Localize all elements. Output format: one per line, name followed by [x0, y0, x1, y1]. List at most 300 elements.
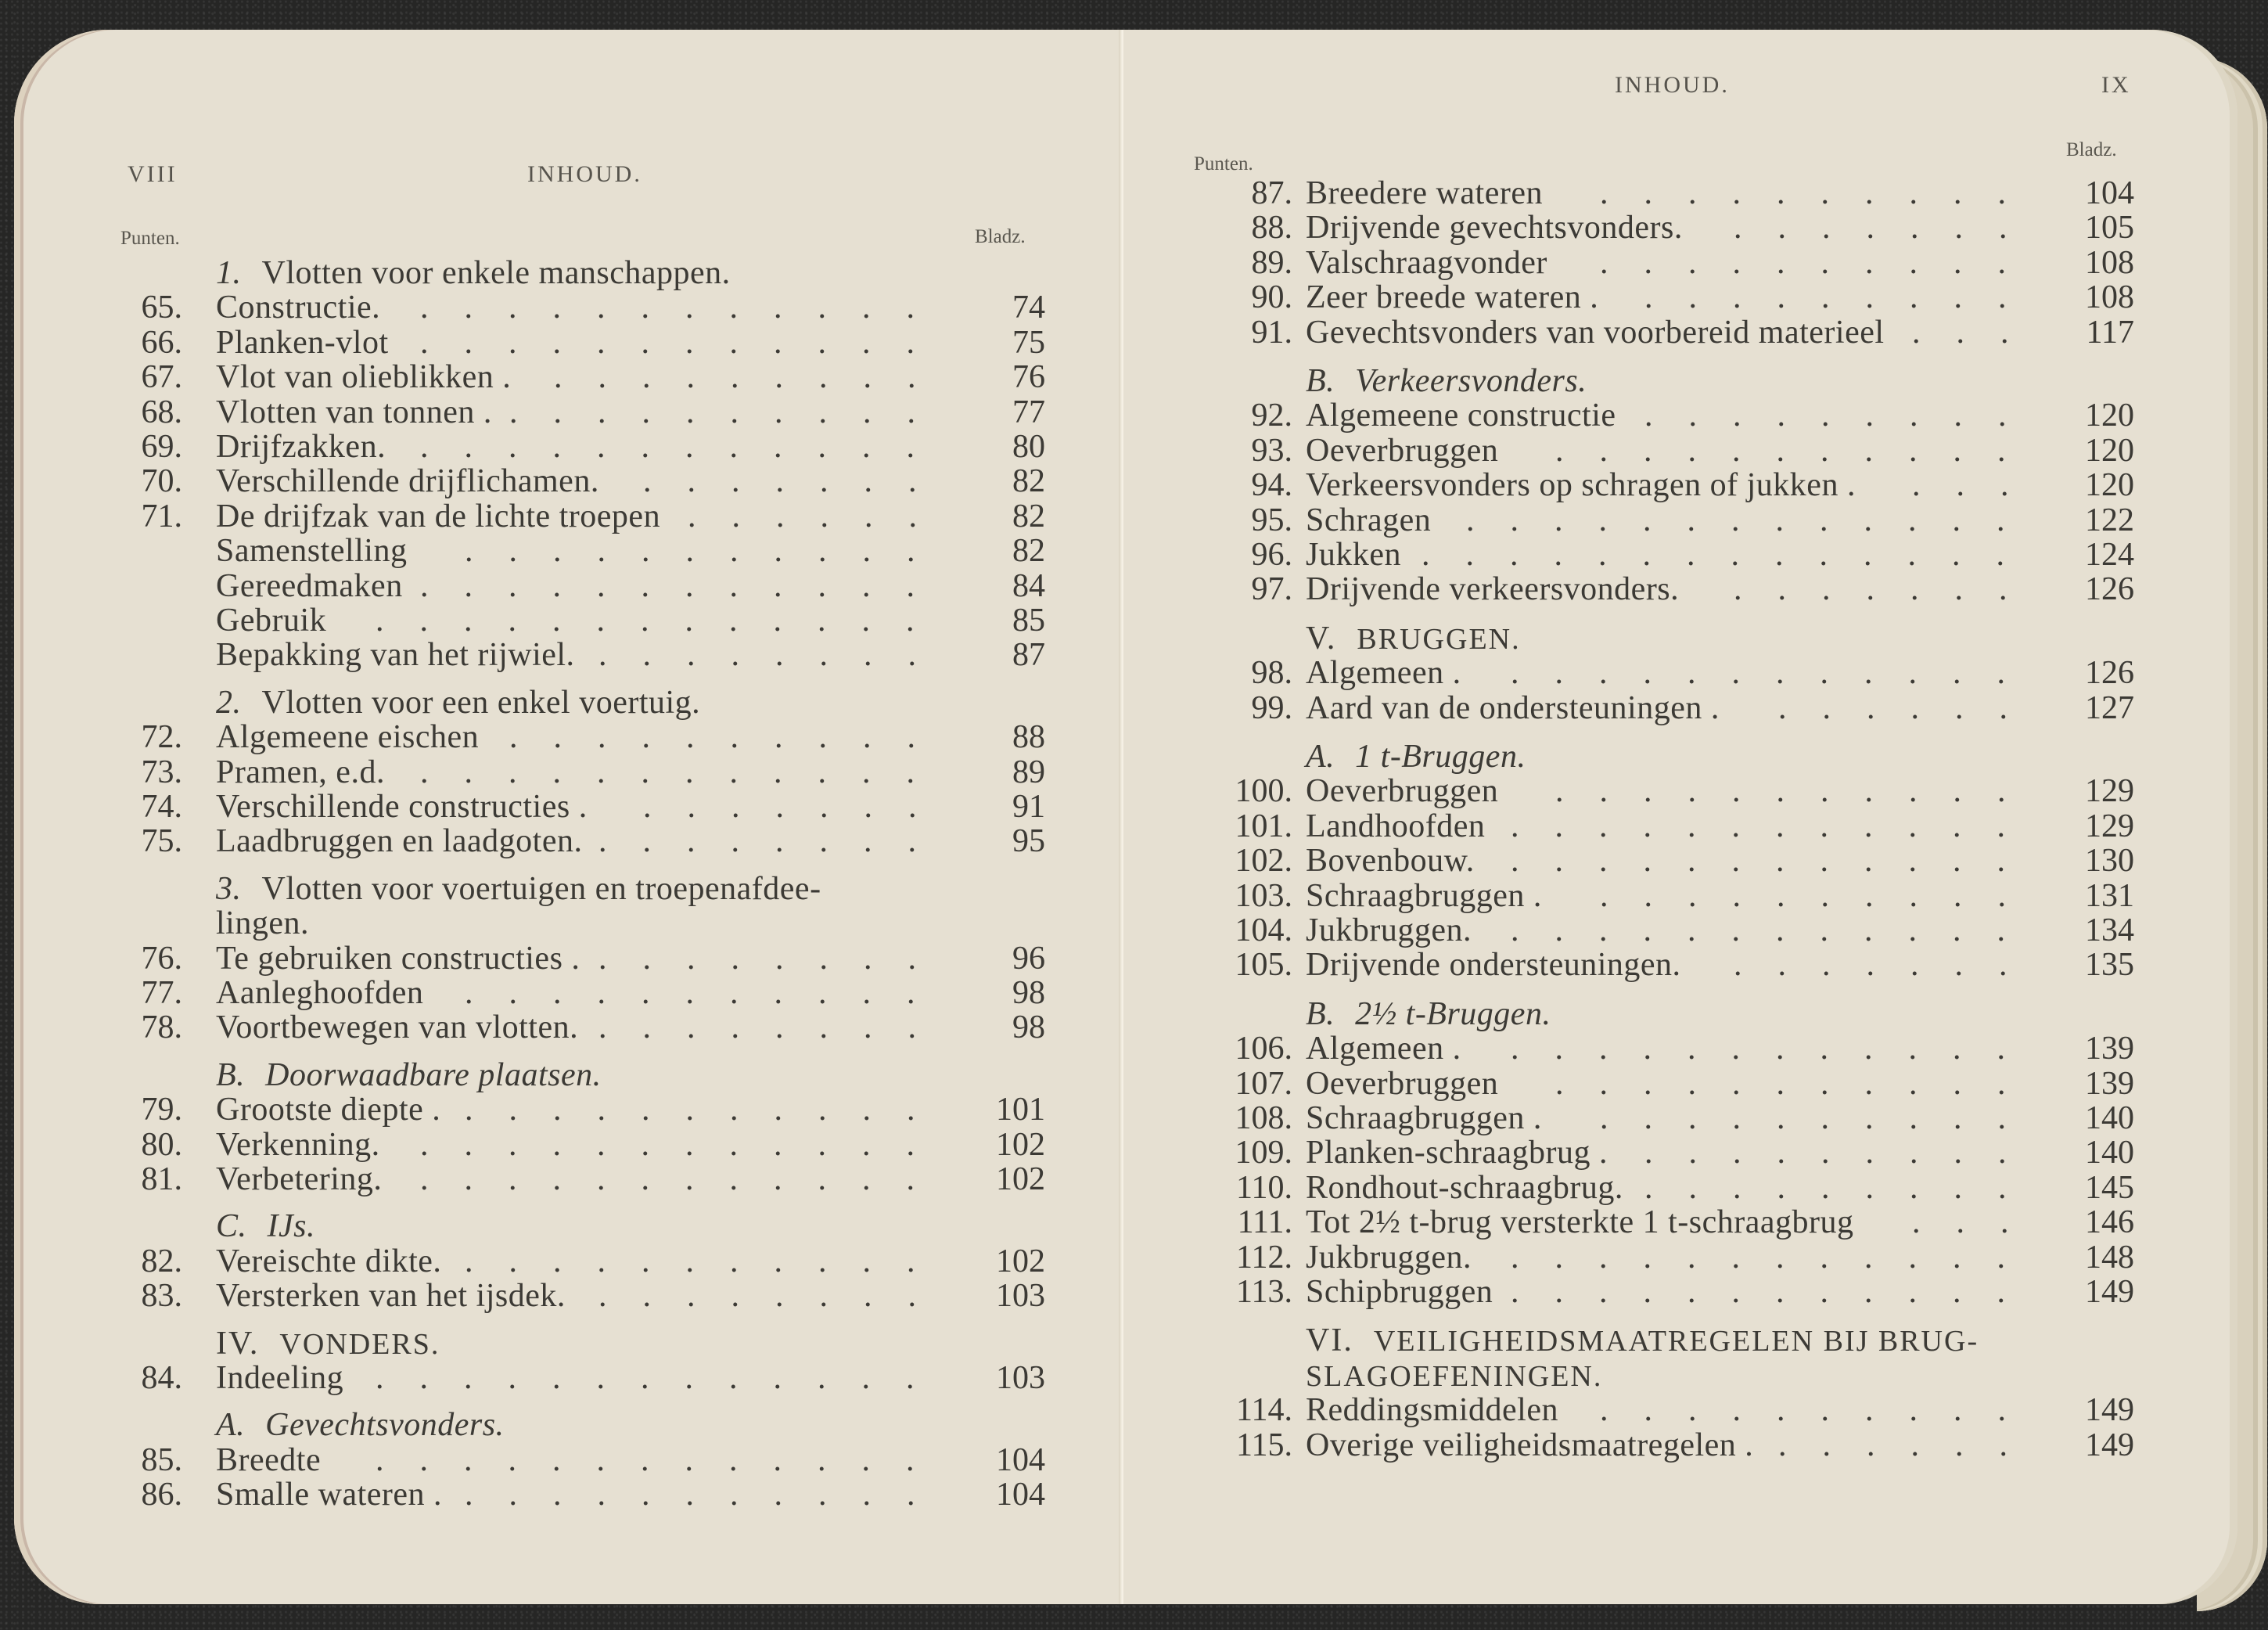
entry-number: 106. [1235, 1031, 1292, 1067]
entry-number: 66. [141, 324, 182, 361]
entry-title: Gebruik [216, 603, 327, 639]
entry-number: 82. [141, 1243, 182, 1279]
leader-dots: ........... [1555, 432, 2042, 469]
entry-page-number: 105 [2085, 210, 2134, 246]
entry-page-number: 140 [2085, 1100, 2134, 1136]
entry-title: Laadbruggen en laadgoten. [216, 823, 583, 860]
entry-number: 91. [1251, 314, 1292, 351]
entry-number: 110. [1236, 1169, 1292, 1206]
section-title: Vlotten voor enkele manschappen. [261, 255, 731, 291]
toc-entry [108, 719, 1045, 755]
toc-entry [1199, 571, 2134, 607]
running-head-left: INHOUD. [527, 161, 642, 187]
leader-dots: ... [1912, 1204, 2045, 1241]
leader-dots: ...... [1778, 689, 2043, 726]
running-head-right: INHOUD. [1615, 72, 1730, 98]
entry-title: Verkenning. [216, 1126, 380, 1163]
entry-number: 112. [1236, 1239, 1292, 1276]
entry-number: 86. [141, 1477, 182, 1513]
entry-number: 107. [1235, 1065, 1292, 1102]
entry-page-number: 91 [1012, 789, 1045, 825]
entry-page-number: 131 [2085, 877, 2134, 914]
toc-entry [108, 637, 1045, 673]
toc-entry [108, 359, 1045, 395]
entry-title: Planken-vlot [216, 324, 389, 361]
leader-dots: ........... [465, 1092, 951, 1128]
toc-entry [1199, 1274, 2134, 1310]
entry-number: 77. [141, 975, 182, 1011]
entry-page-number: 149 [2085, 1392, 2134, 1429]
entry-number: 108. [1235, 1100, 1292, 1136]
toc-entry [108, 325, 1045, 361]
entry-page-number: 89 [1012, 754, 1045, 790]
section-heading [216, 871, 821, 907]
entry-page-number: 130 [2085, 843, 2134, 880]
section-heading [1306, 1322, 1979, 1359]
leader-dots: ........... [1555, 773, 2042, 810]
entry-number: 99. [1251, 689, 1292, 726]
entry-title: Samenstelling [216, 533, 408, 570]
leader-dots: ......... [1644, 279, 2043, 316]
entry-page-number: 82 [1012, 498, 1045, 534]
leader-dots: ...... [688, 498, 953, 534]
entry-page-number: 102 [996, 1243, 1045, 1279]
entry-title: Gevechtsvonders van voorbereid materieel [1306, 314, 1885, 351]
toc-entry [1199, 537, 2134, 573]
entry-title: Schraagbruggen . [1306, 1100, 1542, 1136]
toc-entry [1199, 210, 2134, 246]
section-title: Verkeersvonders. [1355, 363, 1587, 399]
toc-entry [108, 533, 1045, 569]
column-header-bladz: Bladz. [975, 226, 1026, 247]
leader-dots: ....... [1734, 571, 2043, 608]
toc-entry [1199, 175, 2134, 211]
toc-entry [1199, 1392, 2134, 1428]
section-heading [1306, 1358, 1602, 1394]
toc-entry [1199, 1204, 2134, 1240]
entry-title: Constructie. [216, 290, 381, 326]
entry-title: Verschillende drijflichamen. [216, 463, 599, 500]
toc-entry [1199, 1066, 2134, 1102]
entry-title: Breedte [216, 1441, 322, 1478]
toc-entry [1199, 433, 2134, 469]
entry-title: Oeverbruggen [1306, 773, 1499, 810]
toc-entry [1199, 1031, 2134, 1067]
entry-number: 68. [141, 394, 182, 430]
entry-page-number: 140 [2085, 1135, 2134, 1171]
toc-entry [1199, 467, 2134, 503]
entry-number: 103. [1235, 877, 1292, 914]
entry-title: Breedere wateren [1306, 175, 1543, 211]
entry-number: 92. [1251, 398, 1292, 434]
entry-number: 81. [141, 1161, 182, 1197]
entry-title: Schragen [1306, 502, 1432, 538]
entry-number: 83. [141, 1278, 182, 1315]
entry-title: Vlot van olieblikken . [216, 359, 512, 396]
entry-title: Vlotten van tonnen . [216, 394, 492, 430]
section-heading [216, 255, 731, 291]
leader-dots: ......... [1644, 1169, 2043, 1206]
leader-dots: ....... [643, 789, 953, 825]
entry-page-number: 103 [996, 1360, 1045, 1396]
entry-page-number: 74 [1012, 290, 1045, 326]
leader-dots: ............ [1511, 808, 2041, 844]
entry-number: 71. [141, 498, 182, 534]
entry-page-number: 82 [1012, 533, 1045, 570]
leader-dots: ....... [643, 463, 953, 500]
entry-title: Oeverbruggen [1306, 432, 1499, 469]
entry-page-number: 102 [996, 1161, 1045, 1197]
leader-dots: ......... [1644, 398, 2043, 434]
leader-dots: ........... [1555, 1065, 2042, 1102]
entry-number: 111. [1237, 1204, 1292, 1241]
section-title: SLAGOEFENINGEN. [1306, 1359, 1603, 1393]
toc-entry [1199, 690, 2134, 726]
toc-entry [108, 789, 1045, 825]
leader-dots: ............. [1466, 502, 2041, 538]
toc-entry [108, 394, 1045, 430]
leader-dots: .......... [509, 394, 951, 430]
entry-number: 98. [1251, 655, 1292, 692]
toc-entry [1199, 773, 2134, 809]
entry-page-number: 117 [2086, 314, 2134, 351]
entry-page-number: 126 [2085, 571, 2134, 608]
leader-dots: ....... [1734, 210, 2043, 246]
entry-page-number: 104 [996, 1441, 1045, 1478]
entry-number: 74. [141, 789, 182, 825]
entry-title: Tot 2½ t-brug versterkte 1 t-schraagbrug [1306, 1204, 1854, 1241]
leader-dots: ............ [420, 429, 951, 465]
entry-title: Aard van de ondersteuningen . [1306, 689, 1720, 726]
toc-entry [108, 1442, 1045, 1478]
entry-title: Reddingsmiddelen [1306, 1392, 1558, 1429]
toc-entry [108, 823, 1045, 859]
toc-entry [108, 498, 1045, 534]
entry-page-number: 104 [996, 1477, 1045, 1513]
toc-entry [1199, 878, 2134, 914]
entry-number: 80. [141, 1126, 182, 1163]
entry-page-number: 84 [1012, 567, 1045, 604]
entry-title: Vereischte dikte. [216, 1243, 442, 1279]
entry-page-number: 104 [2085, 175, 2134, 211]
entry-page-number: 82 [1012, 463, 1045, 500]
leader-dots: ............. [376, 1441, 951, 1478]
entry-page-number: 96 [1012, 940, 1045, 977]
toc-entry [108, 1360, 1045, 1396]
toc-entry [108, 1243, 1045, 1279]
leader-dots: ............ [420, 1161, 951, 1197]
entry-number: 89. [1251, 244, 1292, 281]
section-label: 1. [216, 255, 242, 291]
entry-title: Bepakking van het rijwiel. [216, 637, 575, 674]
entry-page-number: 102 [996, 1126, 1045, 1163]
leader-dots: ............ [420, 324, 951, 361]
toc-entry [108, 429, 1045, 465]
leader-dots: .......... [1600, 175, 2042, 211]
leader-dots: .......... [1600, 244, 2042, 281]
entry-title: Planken-schraagbrug . [1306, 1135, 1608, 1171]
entry-page-number: 139 [2085, 1031, 2134, 1067]
entry-number: 84. [141, 1360, 182, 1396]
section-title: Vlotten voor een enkel voertuig. [261, 684, 701, 721]
toc-entry [1199, 502, 2134, 538]
entry-number: 114. [1236, 1392, 1292, 1429]
section-heading [1306, 363, 1587, 399]
toc-entry [108, 1127, 1045, 1163]
entry-title: Pramen, e.d. [216, 754, 385, 790]
leader-dots: ... [1912, 314, 2045, 351]
entry-number: 75. [141, 823, 182, 860]
toc-entry [1199, 1240, 2134, 1276]
toc-entry [1199, 1135, 2134, 1171]
entry-title: Versterken van het ijsdek. [216, 1278, 566, 1315]
leader-dots: .......... [509, 719, 951, 756]
page-number-right: IX [2101, 72, 2131, 98]
leader-dots: .......... [1600, 877, 2042, 914]
section-title: BRUGGEN. [1357, 622, 1521, 656]
leader-dots: ........... [465, 1477, 951, 1513]
leader-dots: ............ [1511, 1239, 2041, 1276]
leader-dots: ............ [1511, 655, 2041, 692]
entry-title: Algemeen . [1306, 655, 1461, 692]
leader-dots: ...... [1778, 1427, 2043, 1463]
entry-page-number: 120 [2085, 432, 2134, 469]
entry-title: Drijfzakken. [216, 429, 386, 465]
leader-dots: ........ [598, 1009, 952, 1046]
entry-number: 72. [141, 719, 182, 756]
entry-page-number: 88 [1012, 719, 1045, 756]
entry-page-number: 75 [1012, 324, 1045, 361]
entry-number: 95. [1251, 502, 1292, 538]
section-label: C. [216, 1208, 247, 1245]
toc-entry [1199, 808, 2134, 844]
section-heading [216, 1057, 602, 1093]
entry-title: Aanleghoofden [216, 975, 424, 1011]
entry-title: Rondhout-schraagbrug. [1306, 1169, 1623, 1206]
entry-page-number: 149 [2085, 1427, 2134, 1463]
leader-dots: ........... [465, 975, 951, 1011]
entry-number: 101. [1235, 808, 1292, 844]
entry-number: 94. [1251, 467, 1292, 504]
entry-number: 105. [1235, 947, 1292, 984]
entry-page-number: 139 [2085, 1065, 2134, 1102]
section-heading [1306, 621, 1521, 657]
toc-entry [1199, 245, 2134, 281]
section-label: A. [1306, 739, 1335, 775]
toc-entry [1199, 947, 2134, 983]
entry-title: Verkeersvonders op schragen of jukken . [1306, 467, 1856, 504]
entry-number: 97. [1251, 571, 1292, 608]
leader-dots: ............. [376, 603, 951, 639]
entry-title: Smalle wateren . [216, 1477, 443, 1513]
toc-entry [108, 1092, 1045, 1128]
entry-title: Zeer breede wateren . [1306, 279, 1599, 316]
section-title: 2½ t-Bruggen. [1355, 995, 1551, 1032]
entry-number: 100. [1235, 773, 1292, 810]
leader-dots: ....... [1734, 947, 2043, 984]
section-label: 2. [216, 684, 242, 721]
section-heading [216, 905, 309, 941]
entry-page-number: 135 [2085, 947, 2134, 984]
entry-title: Algemeene eischen [216, 719, 480, 756]
entry-page-number: 129 [2085, 773, 2134, 810]
leader-dots: ........... [465, 1243, 951, 1279]
entry-page-number: 76 [1012, 359, 1045, 396]
leader-dots: ... [1912, 467, 2045, 504]
entry-page-number: 77 [1012, 394, 1045, 430]
toc-entry [1199, 315, 2134, 351]
toc-entry [1199, 1170, 2134, 1206]
entry-page-number: 101 [996, 1092, 1045, 1128]
entry-title: Algemeene constructie [1306, 398, 1616, 434]
entry-title: Bovenbouw. [1306, 843, 1475, 880]
entry-page-number: 87 [1012, 637, 1045, 674]
section-heading [1306, 996, 1551, 1032]
entry-page-number: 134 [2085, 912, 2134, 948]
entry-number: 76. [141, 940, 182, 977]
toc-entry [1199, 398, 2134, 434]
leader-dots: ............ [420, 1126, 951, 1163]
entry-title: Schraagbruggen . [1306, 877, 1542, 914]
entry-number: 70. [141, 463, 182, 500]
section-title: VEILIGHEIDSMAATREGELEN BIJ BRUG- [1373, 1325, 1979, 1358]
entry-title: Jukbruggen. [1306, 912, 1472, 948]
entry-title: Te gebruiken constructies . [216, 940, 580, 977]
section-heading [1306, 739, 1526, 775]
column-header-bladz: Bladz. [2066, 139, 2117, 160]
entry-number: 73. [141, 754, 182, 790]
entry-page-number: 80 [1012, 429, 1045, 465]
leader-dots: .......... [1600, 1100, 2042, 1136]
entry-title: Jukken [1306, 537, 1401, 573]
entry-page-number: 120 [2085, 467, 2134, 504]
section-heading [216, 685, 700, 721]
entry-title: Indeeling [216, 1360, 344, 1396]
entry-title: Grootste diepte . [216, 1092, 441, 1128]
leader-dots: ............ [420, 754, 951, 790]
entry-number: 104. [1235, 912, 1292, 948]
entry-page-number: 145 [2085, 1169, 2134, 1206]
entry-number: 93. [1251, 432, 1292, 469]
section-label: B. [216, 1056, 246, 1093]
section-label: IV. [216, 1325, 260, 1362]
leader-dots: ............ [420, 290, 951, 326]
section-label: A. [216, 1407, 246, 1444]
entry-title: Valschraagvonder [1306, 244, 1547, 281]
entry-title: Verbetering. [216, 1161, 383, 1197]
entry-page-number: 149 [2085, 1274, 2134, 1310]
toc-entry [108, 1278, 1045, 1314]
leader-dots: ......... [1644, 1135, 2043, 1171]
toc-entry [1199, 655, 2134, 691]
right-page [1123, 30, 2237, 1604]
section-heading [216, 1208, 315, 1244]
leader-dots: ........ [598, 1278, 952, 1315]
toc-entry [108, 754, 1045, 790]
entry-page-number: 148 [2085, 1239, 2134, 1276]
page-number-left: VIII [128, 161, 178, 187]
entry-page-number: 122 [2085, 502, 2134, 538]
toc-entry [108, 1477, 1045, 1513]
section-label: VI. [1306, 1322, 1353, 1359]
toc-entry [1199, 1427, 2134, 1463]
entry-page-number: 108 [2085, 279, 2134, 316]
entry-number: 96. [1251, 537, 1292, 573]
leader-dots: ........ [598, 940, 952, 977]
leader-dots: ........ [598, 823, 952, 860]
section-title: VONDERS. [279, 1327, 440, 1361]
section-title: lingen. [216, 905, 309, 942]
section-title: Vlotten voor voertuigen en troepenafdee- [261, 870, 821, 907]
entry-page-number: 98 [1012, 1009, 1045, 1046]
section-label: V. [1306, 620, 1337, 657]
entry-number: 90. [1251, 279, 1292, 316]
entry-page-number: 146 [2085, 1204, 2134, 1241]
entry-number: 79. [141, 1092, 182, 1128]
leader-dots: ........... [465, 533, 951, 570]
section-label: 3. [216, 870, 242, 907]
leader-dots: .............. [1422, 537, 2040, 573]
entry-number: 113. [1236, 1274, 1292, 1310]
toc-entry [108, 463, 1045, 499]
entry-title: Schipbruggen [1306, 1274, 1493, 1310]
section-label: B. [1306, 363, 1335, 399]
section-heading [216, 1326, 440, 1362]
toc-entry [108, 975, 1045, 1011]
entry-title: Overige veiligheidsmaatregelen . [1306, 1427, 1754, 1463]
entry-number: 109. [1235, 1135, 1292, 1171]
toc-entry [1199, 1100, 2134, 1136]
entry-number: 69. [141, 429, 182, 465]
toc-entry [108, 1009, 1045, 1045]
toc-entry [1199, 912, 2134, 948]
entry-title: Drijvende ondersteuningen. [1306, 947, 1681, 984]
section-title: 1 t-Bruggen. [1355, 739, 1526, 775]
leader-dots: .......... [1600, 1392, 2042, 1429]
leader-dots: ............ [1511, 912, 2041, 948]
entry-page-number: 124 [2085, 537, 2134, 573]
entry-page-number: 98 [1012, 975, 1045, 1011]
toc-entry [108, 290, 1045, 326]
entry-page-number: 95 [1012, 823, 1045, 860]
entry-title: Gereedmaken [216, 567, 403, 604]
leader-dots: ............. [376, 1360, 951, 1396]
toc-entry [108, 603, 1045, 639]
entry-page-number: 127 [2085, 689, 2134, 726]
column-header-punten: Punten. [1194, 153, 1253, 175]
entry-number: 67. [141, 359, 182, 396]
entry-title: Drijvende gevechtsvonders. [1306, 210, 1683, 246]
toc-entry [108, 568, 1045, 604]
entry-page-number: 103 [996, 1278, 1045, 1315]
section-title: Gevechtsvonders. [265, 1407, 505, 1444]
toc-entry [1199, 279, 2134, 315]
entry-title: Voortbewegen van vlotten. [216, 1009, 579, 1046]
section-label: B. [1306, 995, 1335, 1032]
column-header-punten: Punten. [120, 228, 180, 249]
entry-number: 115. [1236, 1427, 1292, 1463]
entry-page-number: 129 [2085, 808, 2134, 844]
section-title: Doorwaadbare plaatsen. [265, 1056, 602, 1093]
left-page [14, 30, 1122, 1604]
section-heading [216, 1407, 505, 1443]
entry-title: Verschillende constructies . [216, 789, 588, 825]
entry-page-number: 85 [1012, 603, 1045, 639]
leader-dots: ............ [420, 567, 951, 604]
toc-entry [1199, 843, 2134, 879]
entry-title: Oeverbruggen [1306, 1065, 1499, 1102]
entry-number: 102. [1235, 843, 1292, 880]
